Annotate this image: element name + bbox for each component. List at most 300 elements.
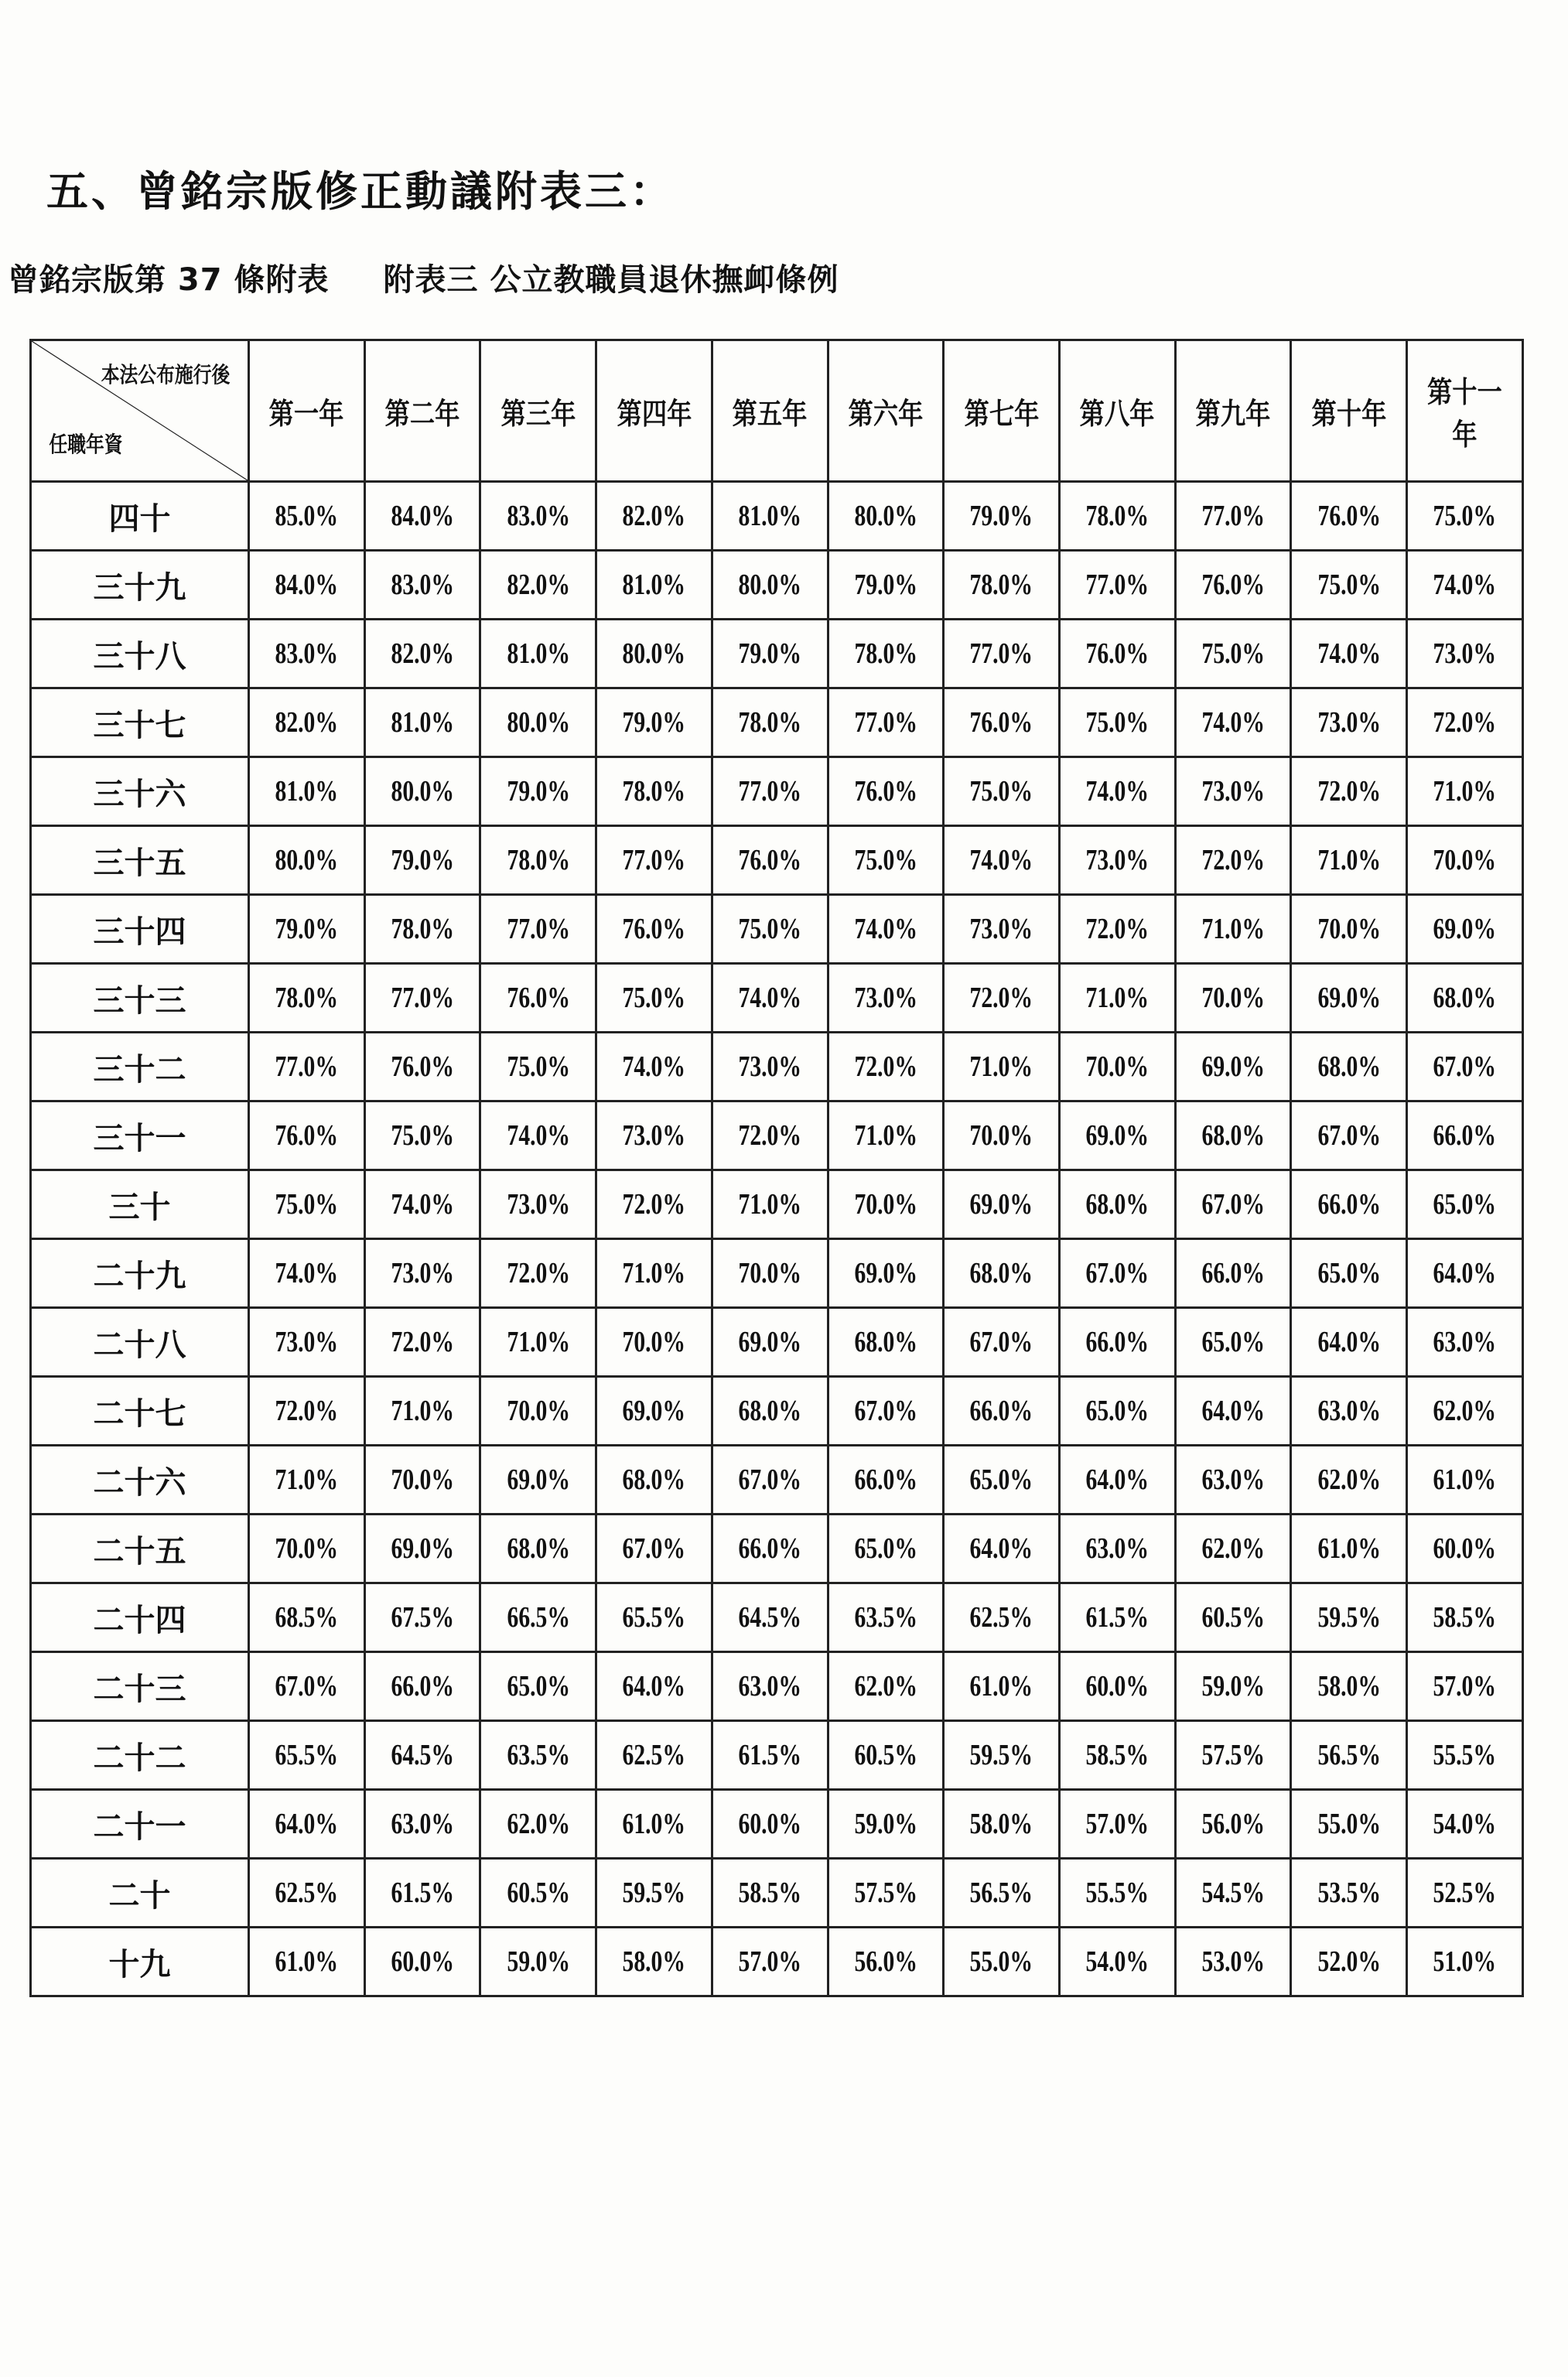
rate-cell [712,1308,828,1377]
rate-cell [1175,1170,1291,1239]
rate-value: 71.0% [854,1119,917,1152]
rate-value: 74.0% [1201,706,1265,739]
rate-value: 78.0% [275,982,339,1014]
rate-cell [249,1583,365,1652]
rate-cell [828,1446,944,1515]
rate-cell [596,1308,712,1377]
rate-cell [944,1859,1060,1928]
rate-value: 52.5% [1433,1877,1497,1909]
rate-value: 56.5% [969,1877,1033,1909]
rate-cell [712,1583,828,1652]
rate-value: 55.5% [1085,1877,1150,1909]
rate-value: 68.0% [854,1326,917,1358]
rate-cell [1060,1790,1176,1859]
rate-cell [712,688,828,757]
rate-value: 77.0% [969,637,1033,670]
column-header-label: 第四年 [617,396,692,431]
rate-value: 72.0% [1201,844,1265,876]
rate-cell [1175,895,1291,964]
rate-value: 59.0% [1201,1670,1265,1702]
rate-cell [944,688,1060,757]
rate-cell [480,1721,596,1790]
rate-value: 84.0% [391,500,454,532]
table-body [31,482,1523,1996]
rate-cell [1407,620,1523,688]
rate-value: 64.5% [391,1739,454,1771]
rate-cell [1291,1101,1407,1170]
rate-value: 57.5% [1201,1739,1265,1771]
corner-top-label: 本法公布施行後 [101,362,231,388]
rate-value: 81.0% [622,569,686,601]
rate-cell [712,964,828,1033]
rate-cell [828,1101,944,1170]
rate-cell [828,895,944,964]
rate-cell [1291,482,1407,551]
rate-cell [712,1101,828,1170]
rate-value: 54.5% [1201,1877,1265,1909]
row-header: 三十四 [31,895,249,964]
rate-cell [249,826,365,895]
rate-value: 80.0% [738,569,801,601]
rate-value: 60.0% [391,1945,454,1978]
table-row [31,482,1523,551]
rate-cell [712,1377,828,1446]
column-header-label: 第十年 [1311,396,1387,431]
rate-cell [828,1377,944,1446]
rate-cell [249,1790,365,1859]
rate-value: 78.0% [622,775,686,808]
column-header [480,340,596,482]
rate-value: 80.0% [275,844,339,876]
rate-cell [828,482,944,551]
table-row [31,757,1523,826]
rate-value: 59.5% [1317,1601,1381,1634]
rate-value: 60.5% [507,1877,570,1909]
row-header: 四十 [31,482,249,551]
row-header: 二十九 [31,1239,249,1308]
table-row [31,964,1523,1033]
row-header: 十九 [31,1928,249,1996]
column-header-label: 第十一年 [1427,375,1503,452]
rate-value: 64.0% [1317,1326,1381,1358]
rate-value: 64.0% [622,1670,686,1702]
rate-cell [596,1790,712,1859]
rate-value: 71.0% [1201,913,1265,945]
rate-value: 83.0% [507,500,570,532]
rate-value: 73.0% [622,1119,686,1152]
rate-value: 78.0% [738,706,801,739]
rate-value: 61.0% [275,1945,339,1978]
rate-value: 69.0% [507,1463,570,1496]
rate-value: 77.0% [391,982,454,1014]
rate-value: 77.0% [738,775,801,808]
rate-value: 80.0% [391,775,454,808]
rate-cell [944,826,1060,895]
rate-cell [480,1377,596,1446]
table-row [31,1652,1523,1721]
rate-cell [1175,1446,1291,1515]
rate-value: 69.0% [738,1326,801,1358]
rate-value: 78.0% [969,569,1033,601]
rate-value: 82.0% [622,500,686,532]
rate-cell [596,1652,712,1721]
rate-value: 77.0% [622,844,686,876]
rate-cell [944,1446,1060,1515]
rate-value: 70.0% [738,1257,801,1289]
rate-value: 76.0% [969,706,1033,739]
rate-cell [712,551,828,620]
rate-cell [1407,757,1523,826]
column-header [249,340,365,482]
rate-value: 71.0% [738,1188,801,1221]
rate-cell [828,688,944,757]
rate-cell [944,1170,1060,1239]
rate-cell [249,895,365,964]
rate-value: 81.0% [391,706,454,739]
row-header: 二十五 [31,1515,249,1583]
column-header [828,340,944,482]
rate-cell [712,1446,828,1515]
rate-cell [1175,1928,1291,1996]
rate-cell [1060,1377,1176,1446]
rate-value: 79.0% [507,775,570,808]
rate-value: 73.0% [969,913,1033,945]
rate-value: 62.5% [969,1601,1033,1634]
rate-value: 68.0% [622,1463,686,1496]
rate-value: 62.0% [1201,1532,1265,1565]
rate-value: 67.0% [1201,1188,1265,1221]
table-caption [8,255,839,299]
rate-value: 73.0% [854,982,917,1014]
rate-cell [944,551,1060,620]
rate-value: 74.0% [1433,569,1497,601]
rate-cell [480,1308,596,1377]
rate-cell [1060,895,1176,964]
rate-cell [828,1239,944,1308]
column-header-label: 第二年 [384,396,460,431]
rate-cell [712,1170,828,1239]
rate-cell [1291,1583,1407,1652]
column-header-label: 第一年 [268,396,344,431]
rate-value: 62.5% [622,1739,686,1771]
rate-cell [712,1928,828,1996]
rate-value: 63.5% [507,1739,570,1771]
rate-cell [249,1170,365,1239]
rate-cell [712,620,828,688]
rate-value: 65.0% [1201,1326,1265,1358]
rate-value: 63.0% [1085,1532,1150,1565]
rate-cell [1175,1239,1291,1308]
rate-value: 71.0% [507,1326,570,1358]
rate-cell [364,1583,480,1652]
rate-value: 67.0% [1317,1119,1381,1152]
rate-value: 69.0% [1433,913,1497,945]
rate-cell [364,1377,480,1446]
rate-cell [364,895,480,964]
rate-value: 63.0% [1433,1326,1497,1358]
rate-cell [480,1859,596,1928]
table-row [31,1446,1523,1515]
rate-cell [1060,688,1176,757]
rate-cell [480,1790,596,1859]
corner-bottom-label: 任職年資 [49,432,123,457]
column-header [712,340,828,482]
rate-value: 60.0% [738,1808,801,1840]
rate-value: 76.0% [854,775,917,808]
rate-value: 71.0% [275,1463,339,1496]
rate-cell [596,1721,712,1790]
rate-value: 69.0% [969,1188,1033,1221]
rate-value: 67.0% [622,1532,686,1565]
rate-value: 63.0% [1201,1463,1265,1496]
rate-value: 68.0% [1317,1050,1381,1083]
rate-value: 55.5% [1433,1739,1497,1771]
table-row [31,1170,1523,1239]
column-header [1407,340,1523,482]
rate-cell [364,482,480,551]
rate-cell [596,1377,712,1446]
rate-value: 51.0% [1433,1945,1497,1978]
rate-cell [364,1033,480,1101]
rate-value: 73.0% [1085,844,1150,876]
rate-cell [596,482,712,551]
rate-value: 53.5% [1317,1877,1381,1909]
rate-cell [1407,1446,1523,1515]
rate-value: 56.0% [854,1945,917,1978]
rate-cell [712,1239,828,1308]
rate-cell [712,895,828,964]
rate-cell [1407,1101,1523,1170]
rate-cell [364,1928,480,1996]
rate-cell [480,1101,596,1170]
rate-cell [712,1859,828,1928]
rate-cell [480,1446,596,1515]
rate-value: 57.0% [738,1945,801,1978]
rate-value: 65.0% [1085,1395,1150,1427]
rate-value: 80.0% [622,637,686,670]
row-header: 二十二 [31,1721,249,1790]
rate-value: 76.0% [507,982,570,1014]
rate-value: 62.0% [507,1808,570,1840]
rate-value: 65.0% [854,1532,917,1565]
rate-cell [249,1446,365,1515]
rate-value: 67.5% [391,1601,454,1634]
rate-value: 60.0% [1085,1670,1150,1702]
table-row [31,1101,1523,1170]
rate-cell [1291,688,1407,757]
row-header: 三十九 [31,551,249,620]
rate-cell [249,1652,365,1721]
rate-cell [1175,1721,1291,1790]
rate-value: 78.0% [507,844,570,876]
rate-cell [249,620,365,688]
rate-cell [1060,1308,1176,1377]
table-row [31,895,1523,964]
rate-value: 72.0% [854,1050,917,1083]
rate-value: 56.5% [1317,1739,1381,1771]
rate-value: 73.0% [275,1326,339,1358]
rate-value: 72.0% [738,1119,801,1152]
rate-cell [712,1652,828,1721]
rate-value: 77.0% [507,913,570,945]
rate-value: 83.0% [391,569,454,601]
rate-cell [1060,757,1176,826]
rate-cell [828,1033,944,1101]
rate-value: 64.0% [1201,1395,1265,1427]
rate-value: 63.5% [854,1601,917,1634]
column-header [364,340,480,482]
rate-value: 81.0% [275,775,339,808]
rate-value: 71.0% [391,1395,454,1427]
rate-cell [480,688,596,757]
rate-value: 75.0% [1201,637,1265,670]
rate-cell [596,895,712,964]
rate-value: 70.0% [1201,982,1265,1014]
rate-cell [480,1652,596,1721]
rate-cell [944,964,1060,1033]
rate-value: 76.0% [738,844,801,876]
rate-cell [944,1721,1060,1790]
rate-cell [249,1377,365,1446]
rate-value: 74.0% [1317,637,1381,670]
rate-cell [712,1033,828,1101]
rate-cell [596,1515,712,1583]
rate-cell [828,1583,944,1652]
rate-value: 65.5% [275,1739,339,1771]
rate-cell [828,551,944,620]
rate-cell [828,1308,944,1377]
rate-value: 72.0% [507,1257,570,1289]
rate-value: 61.5% [391,1877,454,1909]
rate-cell [1175,688,1291,757]
rate-value: 67.0% [738,1463,801,1496]
rate-cell [944,620,1060,688]
rate-value: 80.0% [507,706,570,739]
rate-cell [364,826,480,895]
rate-value: 59.0% [854,1808,917,1840]
rate-cell [1175,964,1291,1033]
rate-value: 69.0% [1201,1050,1265,1083]
rate-value: 67.0% [1433,1050,1497,1083]
rate-value: 59.5% [969,1739,1033,1771]
rate-cell [1175,551,1291,620]
rate-value: 72.0% [1085,913,1150,945]
rate-cell [828,1928,944,1996]
rate-cell [1291,1033,1407,1101]
rate-value: 55.0% [1317,1808,1381,1840]
rate-cell [1060,1515,1176,1583]
rate-value: 73.0% [1317,706,1381,739]
table-row [31,1583,1523,1652]
rate-cell [1291,1928,1407,1996]
rate-value: 79.0% [275,913,339,945]
rate-value: 67.0% [969,1326,1033,1358]
rate-cell [1175,1790,1291,1859]
rate-value: 61.0% [1317,1532,1381,1565]
page-title: 五、曾銘宗版修正動議附表三： [46,166,675,216]
rate-value: 61.0% [1433,1463,1497,1496]
rate-value: 75.0% [854,844,917,876]
rate-value: 63.0% [391,1808,454,1840]
rate-value: 69.0% [1085,1119,1150,1152]
column-header [1060,340,1176,482]
rate-cell [944,1308,1060,1377]
rate-cell [1060,964,1176,1033]
rate-value: 72.0% [1317,775,1381,808]
rate-value: 66.0% [854,1463,917,1496]
rate-value: 59.0% [507,1945,570,1978]
rate-cell [1175,1377,1291,1446]
rate-cell [1060,1170,1176,1239]
column-header [596,340,712,482]
rate-value: 72.0% [275,1395,339,1427]
rate-cell [249,1239,365,1308]
rate-cell [828,826,944,895]
rate-value: 62.0% [854,1670,917,1702]
rate-cell [944,482,1060,551]
rate-cell [1407,1239,1523,1308]
rate-cell [480,1170,596,1239]
rate-value: 60.5% [1201,1601,1265,1634]
rate-value: 72.0% [391,1326,454,1358]
rate-value: 78.0% [391,913,454,945]
rate-value: 75.0% [622,982,686,1014]
rate-cell [828,1790,944,1859]
rate-cell [364,1170,480,1239]
rate-value: 65.5% [622,1601,686,1634]
rate-cell [1407,1790,1523,1859]
table-row [31,1308,1523,1377]
row-header: 三十七 [31,688,249,757]
rate-cell [944,1101,1060,1170]
rate-cell [1060,1101,1176,1170]
rate-value: 74.0% [738,982,801,1014]
row-header: 二十三 [31,1652,249,1721]
rate-cell [480,1583,596,1652]
rate-value: 68.5% [275,1601,339,1634]
rate-cell [249,688,365,757]
rate-cell [480,482,596,551]
rate-value: 63.0% [738,1670,801,1702]
rate-cell [828,1859,944,1928]
rate-cell [1407,826,1523,895]
rate-value: 80.0% [854,500,917,532]
rate-cell [249,1928,365,1996]
rate-value: 66.0% [391,1670,454,1702]
rate-cell [249,964,365,1033]
rate-cell [1291,757,1407,826]
rate-value: 59.5% [622,1877,686,1909]
column-header-label: 第七年 [964,396,1040,431]
rate-cell [1060,482,1176,551]
rate-value: 54.0% [1433,1808,1497,1840]
rate-value: 68.0% [1085,1188,1150,1221]
rate-value: 66.0% [1201,1257,1265,1289]
table-row [31,1515,1523,1583]
rate-value: 70.0% [507,1395,570,1427]
rate-cell [828,1170,944,1239]
row-header: 二十七 [31,1377,249,1446]
rate-value: 85.0% [275,500,339,532]
rate-value: 71.0% [1085,982,1150,1014]
rate-cell [944,895,1060,964]
row-header: 二十四 [31,1583,249,1652]
rate-value: 73.0% [738,1050,801,1083]
table-header-row [31,340,1523,482]
rate-cell [1175,620,1291,688]
rate-cell [364,620,480,688]
rate-cell [1175,1652,1291,1721]
